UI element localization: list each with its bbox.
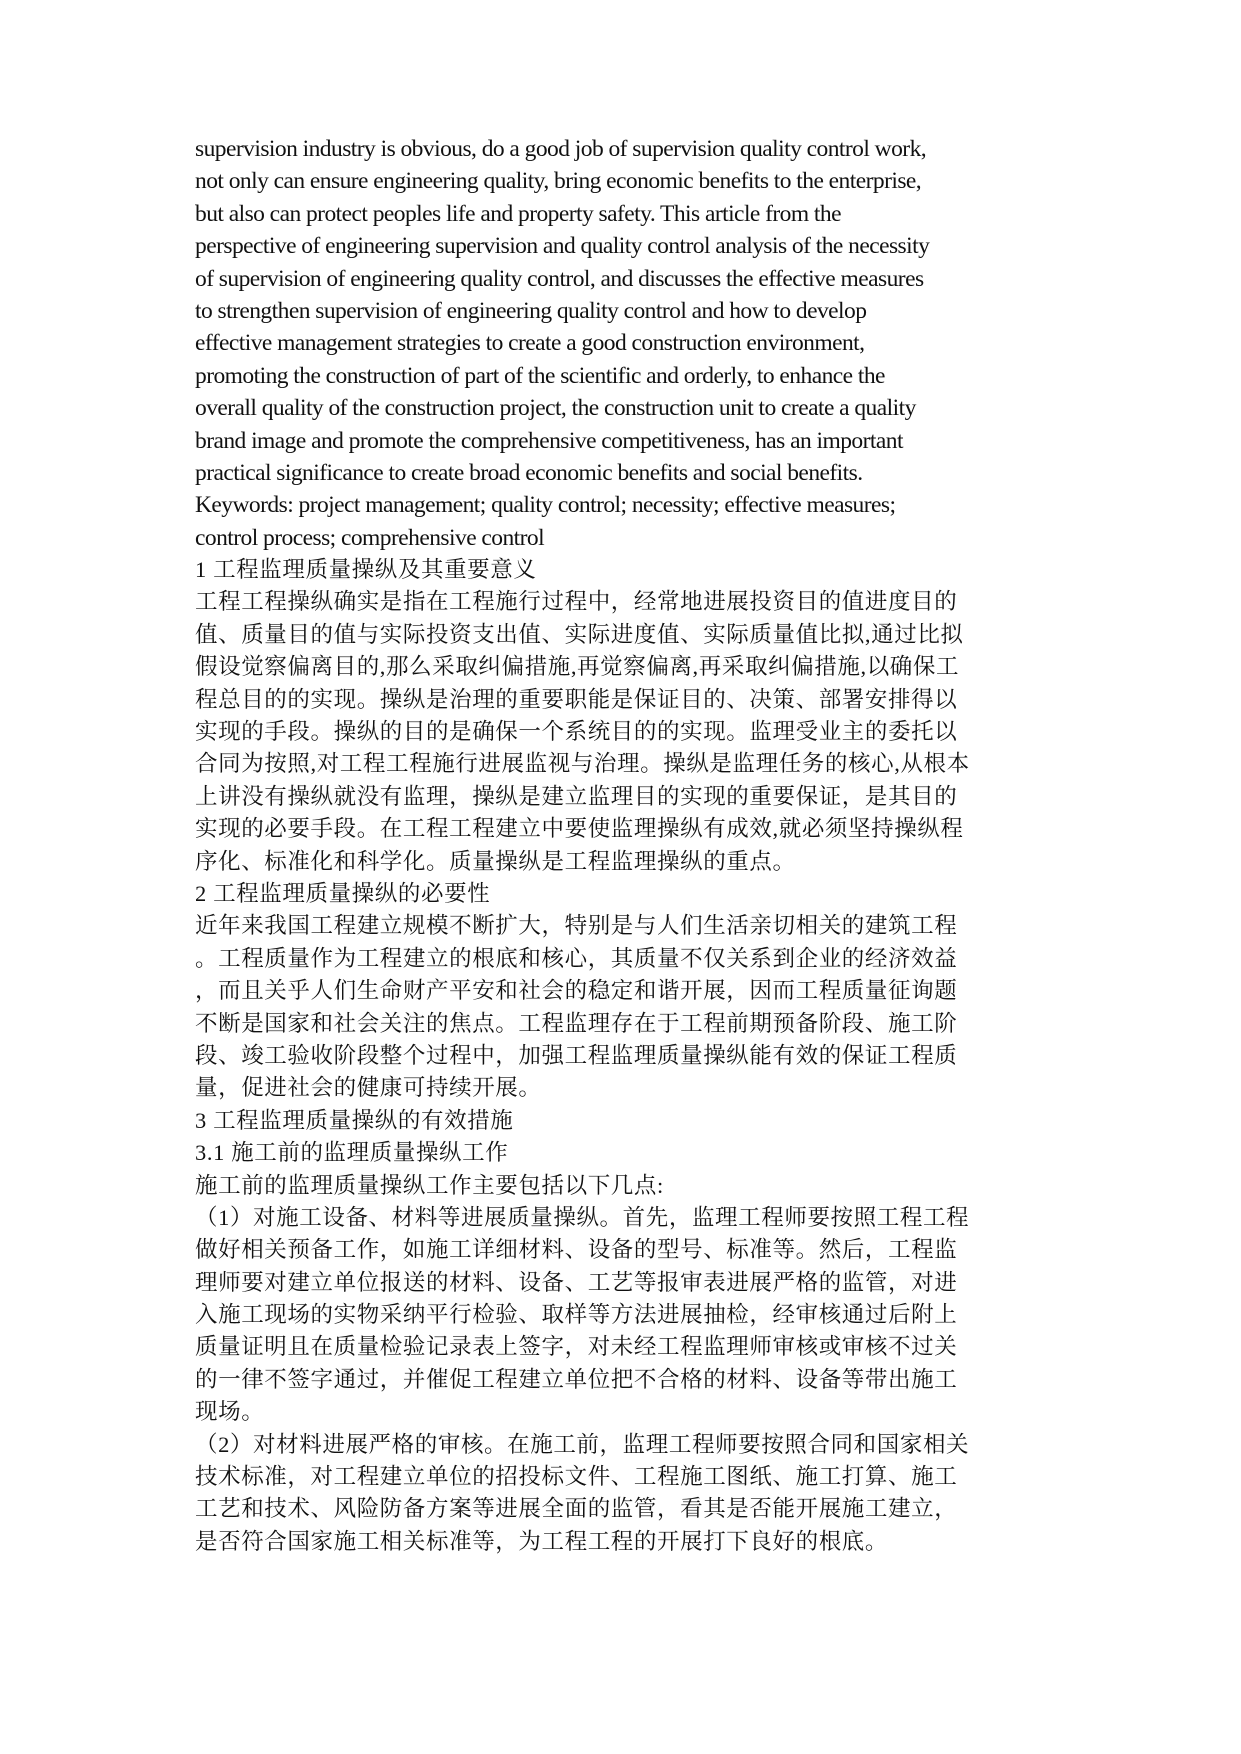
abstract-line: supervision industry is obvious, do a good job of supervision quality control work, (195, 136, 927, 162)
document-page (195, 133, 1075, 1558)
section-3 (195, 1105, 1075, 1558)
list-item-2 (195, 1429, 1075, 1559)
section-1-line: 上讲没有操纵就没有监理，操纵是建立监理目的实现的重要保证，是其目的 (195, 783, 958, 809)
section-1-heading: 1 工程监理质量操纵及其重要意义 (195, 557, 537, 583)
section-2-line: 近年来我国工程建立规模不断扩大，特别是与人们生活亲切相关的建筑工程 (195, 913, 958, 939)
list-item-2-line: 工艺和技术、风险防备方案等进展全面的监管，看其是否能开展施工建立， (195, 1496, 958, 1522)
section-2 (195, 878, 1075, 1105)
abstract-line: not only can ensure engineering quality, bring economic benefits to the enterprise, (195, 168, 922, 195)
abstract-line: effective management strategies to create a good construction environment, (195, 330, 865, 357)
section-1-line: 合同为按照,对工程工程施行进展监视与治理。操纵是监理任务的核心,从根本 (195, 751, 970, 777)
list-item-1-line: 现场。 (195, 1399, 265, 1425)
list-item-1-line: 入施工现场的实物采纳平行检验、取样等方法进展抽检，经审核通过后附上 (195, 1302, 958, 1328)
section-3-heading: 3 工程监理质量操纵的有效措施 (195, 1107, 514, 1133)
list-item-1-line: 理师要对建立单位报送的材料、设备、工艺等报审表进展严格的监管，对进 (195, 1269, 958, 1295)
abstract-line: overall quality of the construction project, the construction unit to create a quality (195, 395, 916, 422)
section-2-line: ，而且关乎人们生命财产平安和社会的稳定和谐开展，因而工程质量征询题 (195, 978, 958, 1004)
list-item-1-line: （1）对施工设备、材料等进展质量操纵。首先，监理工程师要按照工程工程 (195, 1204, 970, 1230)
abstract-line: perspective of engineering supervision and quality control analysis of the necessity (195, 233, 930, 260)
section-3-1-subheading: 3.1 施工前的监理质量操纵工作 (195, 1140, 509, 1166)
section-2-heading: 2 工程监理质量操纵的必要性 (195, 880, 491, 906)
section-1-line: 程总目的的实现。操纵是治理的重要职能是保证目的、决策、部署安排得以 (195, 686, 958, 712)
list-item-1-line: 质量证明且在质量检验记录表上签字，对未经工程监理师审核或审核不过关 (195, 1334, 958, 1360)
list-item-2-line: 技术标准，对工程建立单位的招投标文件、工程施工图纸、施工打算、施工 (195, 1464, 958, 1490)
abstract-line: promoting the construction of part of the scientific and orderly, to enhance the (195, 362, 885, 389)
keywords-line: control process; comprehensive control (195, 524, 545, 551)
section-1-line: 实现的手段。操纵的目的是确保一个系统目的的实现。监理受业主的委托以 (195, 719, 958, 745)
list-item-1-line: 的一律不签字通过，并催促工程建立单位把不合格的材料、设备等带出施工 (195, 1366, 958, 1392)
abstract-line: brand image and promote the comprehensive competitiveness, has an important (195, 427, 903, 454)
section-2-line: 段、竣工验收阶段整个过程中，加强工程监理质量操纵能有效的保证工程质 (195, 1042, 958, 1068)
abstract-paragraph (195, 133, 1075, 489)
abstract-line: but also can protect peoples life and property safety. This article from the (195, 200, 841, 227)
abstract-line: practical significance to create broad economic benefits and social benefits. (195, 459, 863, 486)
list-item-1 (195, 1202, 1075, 1429)
section-2-line: 量，促进社会的健康可持续开展。 (195, 1075, 542, 1101)
list-item-1-line: 做好相关预备工作，如施工详细材料、设备的型号、标准等。然后，工程监 (195, 1237, 958, 1263)
section-1-line: 工程工程操纵确实是指在工程施行过程中，经常地进展投资目的值进度目的 (195, 589, 958, 615)
list-item-2-line: 是否符合国家施工相关标准等，为工程工程的开展打下良好的根底。 (195, 1528, 889, 1554)
keywords-line: Keywords: project management; quality control; necessity; effective measures; (195, 492, 896, 519)
section-3-1-intro: 施工前的监理质量操纵工作主要包括以下几点: (195, 1172, 664, 1198)
list-item-2-line: （2）对材料进展严格的审核。在施工前，监理工程师要按照合同和国家相关 (195, 1431, 970, 1457)
section-1-line: 实现的必要手段。在工程工程建立中要使监理操纵有成效,就必须坚持操纵程 (195, 816, 964, 842)
abstract-line: of supervision of engineering quality control, and discusses the effective measures (195, 265, 924, 292)
keywords (195, 489, 1075, 554)
section-1-line: 值、质量目的值与实际投资支出值、实际进度值、实际质量值比拟,通过比拟 (195, 621, 964, 647)
section-1-line: 序化、标准化和科学化。质量操纵是工程监理操纵的重点。 (195, 848, 796, 874)
section-2-line: 。工程质量作为工程建立的根底和核心，其质量不仅关系到企业的经济效益 (195, 945, 958, 971)
section-1 (195, 554, 1075, 878)
section-1-line: 假设觉察偏离目的,那么采取纠偏措施,再觉察偏离,再采取纠偏措施,以确保工 (195, 654, 960, 680)
abstract-line: to strengthen supervision of engineering quality control and how to develop (195, 297, 867, 324)
section-2-line: 不断是国家和社会关注的焦点。工程监理存在于工程前期预备阶段、施工阶 (195, 1010, 958, 1036)
